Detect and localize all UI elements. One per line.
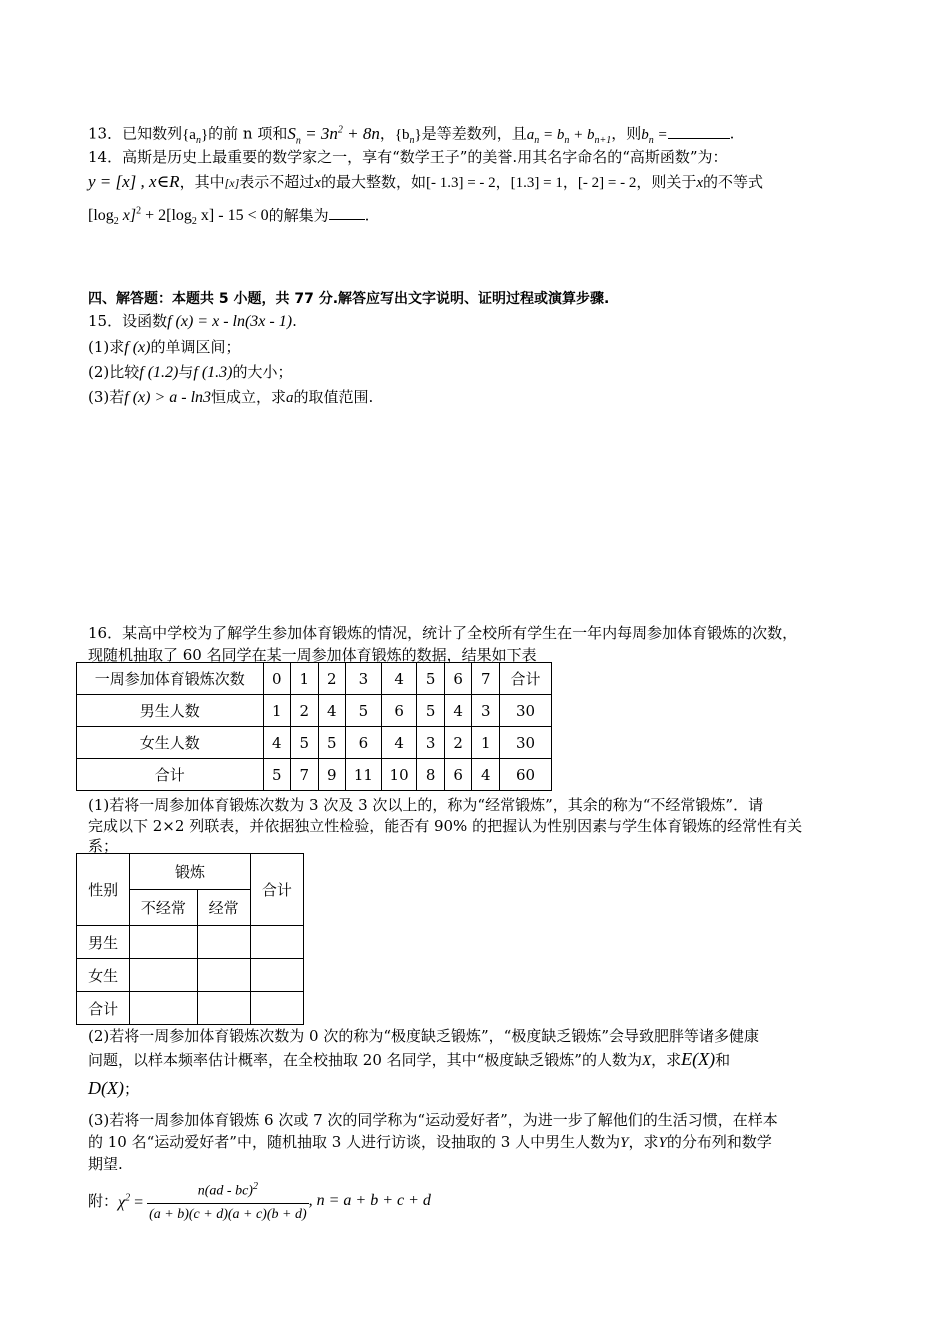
q16-part2-l2: 问题，以样本频率估计概率，在全校抽取 20 名同学，其中“极度缺乏锻炼”的人数为X，求E(X)和: [88, 1049, 731, 1069]
table-cell: 5: [291, 727, 319, 759]
table-cell: 6: [444, 663, 472, 695]
q15-part2: (2)比较f (1.2)与f (1.3)的大小；: [88, 363, 293, 381]
answer-blank[interactable]: [668, 124, 730, 139]
table-row: [77, 926, 304, 959]
empty-cell[interactable]: [197, 926, 250, 959]
table-cell: 4: [472, 759, 500, 791]
q16-intro2: 现随机抽取了 60 名同学在某一周参加体育锻炼的数据，结果如下表: [88, 646, 537, 664]
q14-line1: 14．高斯是历史上最重要的数学家之一，享有“数学王子”的美誉.用其名字命名的“高斯函数”为：: [88, 148, 728, 166]
bn: $b_n$ =: [641, 126, 668, 146]
sn-formula: $S_n = 3n^2 + 8n$: [287, 123, 380, 147]
table-cell: 3: [472, 695, 500, 727]
often-header: 经常: [197, 890, 250, 926]
row-label: 男生: [77, 926, 130, 959]
frequency-table: [76, 662, 552, 791]
chi-square-formula: 附：$\chi^2$ = $\frac{n(ad - bc)^2}{(a + b)(c + d)(a + c)(b + d)}$ , n = a + b + c + d: [88, 1176, 431, 1226]
q14-line2: y = [x] , x∈R，其中[x]表示不超过x的最大整数，如[- 1.3] = - 2，[1.3] = 1，[- 2] = - 2，则关于x的不等式: [88, 172, 764, 191]
table-cell: 3: [346, 663, 382, 695]
table-cell: 2: [291, 695, 319, 727]
contingency-table: [76, 853, 304, 1025]
table-cell: 5: [263, 759, 291, 791]
empty-cell[interactable]: [130, 926, 197, 959]
q16-part3-l3: 期望.: [88, 1155, 123, 1173]
table-cell: 合计: [77, 759, 264, 791]
table-cell: 0: [263, 663, 291, 695]
q15-intro: 15．设函数f (x) = x - ln(3x - 1).: [88, 312, 297, 330]
table-cell: 10: [381, 759, 417, 791]
table-cell: 7: [472, 663, 500, 695]
table-cell: 60: [499, 759, 551, 791]
exercise-header: 锻炼: [130, 854, 251, 890]
q13-line: 13．已知数列$\{a_n\}$的前 n 项和$S_n = 3n^2 + 8n$，$\{b_n\}$是等差数列，且$a_n = b_n + b_{n+1}$，则$b_n$ = .: [88, 123, 735, 147]
q13-number: 13．已知数列: [88, 124, 183, 143]
table-cell: 合计: [499, 663, 551, 695]
table-cell: 5: [346, 695, 382, 727]
answer-blank[interactable]: [329, 205, 365, 220]
q16-part1-l3: 系；: [88, 837, 119, 855]
q14-line3: [$\log_2$ $x]^2 + 2[\log_2$ x] - 15 < 0的解集为 .: [88, 206, 370, 228]
table-row: [77, 992, 304, 1025]
table-cell: 9: [318, 759, 346, 791]
q16-part1-l2: 完成以下 2×2 列联表，并依据独立性检验，能否有 90% 的把握认为性别因素与学生体育锻炼的经常性有关: [88, 817, 803, 835]
not-often-header: 不经常: [130, 890, 197, 926]
q16-part1-l1: (1)若将一周参加体育锻炼次数为 3 次及 3 次以上的，称为“经常锻炼”，其余的称为“不经常锻炼”．请: [88, 796, 764, 814]
q15-part3: (3)若f (x) > a - ln3恒成立，求a的取值范围.: [88, 388, 374, 406]
table-cell: 1: [291, 663, 319, 695]
table-cell: 5: [318, 727, 346, 759]
table-cell: 6: [444, 759, 472, 791]
table-cell: 2: [444, 727, 472, 759]
table-cell: 8: [417, 759, 445, 791]
table-row: [77, 959, 304, 992]
table-cell: 4: [318, 695, 346, 727]
q15-part1: (1)求f (x)的单调区间；: [88, 338, 241, 356]
table-cell: 男生人数: [77, 695, 264, 727]
table-cell: 4: [263, 727, 291, 759]
empty-cell[interactable]: [250, 992, 303, 1025]
table-cell: 6: [381, 695, 417, 727]
empty-cell[interactable]: [197, 992, 250, 1025]
gender-header: 性别: [77, 854, 130, 926]
empty-cell[interactable]: [130, 959, 197, 992]
table-row: [77, 759, 552, 791]
table-cell: 11: [346, 759, 382, 791]
table-cell: 5: [417, 663, 445, 695]
section-heading: 四、解答题：本题共 5 小题，共 77 分.解答应写出文字说明、证明过程或演算步骤.: [88, 291, 610, 307]
table-cell: 女生人数: [77, 727, 264, 759]
seq-b: $\{b_n\}$: [394, 126, 422, 146]
q16-part3-l1: (3)若将一周参加体育锻炼 6 次或 7 次的同学称为“运动爱好者”，为进一步了解他们的生活习惯，在样本: [88, 1111, 778, 1129]
table-cell: 7: [291, 759, 319, 791]
table-cell: 30: [499, 727, 551, 759]
table-cell: 4: [381, 727, 417, 759]
seq-a: $\{a_n\}$: [182, 126, 209, 146]
table-cell: 一周参加体育锻炼次数: [77, 663, 264, 695]
table-row: [77, 727, 552, 759]
table-cell: 6: [346, 727, 382, 759]
table-cell: 30: [499, 695, 551, 727]
total-header: 合计: [250, 854, 303, 926]
table-header-row: [77, 663, 552, 695]
row-label: 女生: [77, 959, 130, 992]
table-cell: 4: [381, 663, 417, 695]
table-cell: 1: [263, 695, 291, 727]
q16-intro1: 16．某高中学校为了解学生参加体育锻炼的情况，统计了全校所有学生在一年内每周参加体育锻炼的次数，: [88, 624, 798, 642]
q16-part2-l1: (2)若将一周参加体育锻炼次数为 0 次的称为“极度缺乏锻炼”，“极度缺乏锻炼”会导致肥胖等诸多健康: [88, 1027, 760, 1045]
table-row: [77, 695, 552, 727]
gauss-function: y = [x] , x∈R: [88, 172, 180, 191]
row-label: 合计: [77, 992, 130, 1025]
empty-cell[interactable]: [130, 992, 197, 1025]
log-inequality: [$\log_2$ $x]^2 + 2[\log_2$ x] - 15 < 0: [88, 206, 269, 228]
q16-part2-l3: D(X)；: [88, 1078, 139, 1098]
empty-cell[interactable]: [250, 959, 303, 992]
chi-fraction: $\frac{n(ad - bc)^2}{(a + b)(c + d)(a + c)(b + d)}$: [147, 1176, 309, 1226]
table-cell: 3: [417, 727, 445, 759]
empty-cell[interactable]: [250, 926, 303, 959]
table-cell: 1: [472, 727, 500, 759]
relation: $a_n = b_n + b_{n+1}$: [526, 126, 612, 146]
table-cell: 4: [444, 695, 472, 727]
function-def: f (x) = x - ln(3x - 1): [167, 313, 293, 330]
table-cell: 5: [417, 695, 445, 727]
q16-part3-l2: 的 10 名“运动爱好者”中，随机抽取 3 人进行访谈，设抽取的 3 人中男生人数为Y，求Y的分布列和数学: [88, 1133, 772, 1151]
empty-cell[interactable]: [197, 959, 250, 992]
table-cell: 2: [318, 663, 346, 695]
